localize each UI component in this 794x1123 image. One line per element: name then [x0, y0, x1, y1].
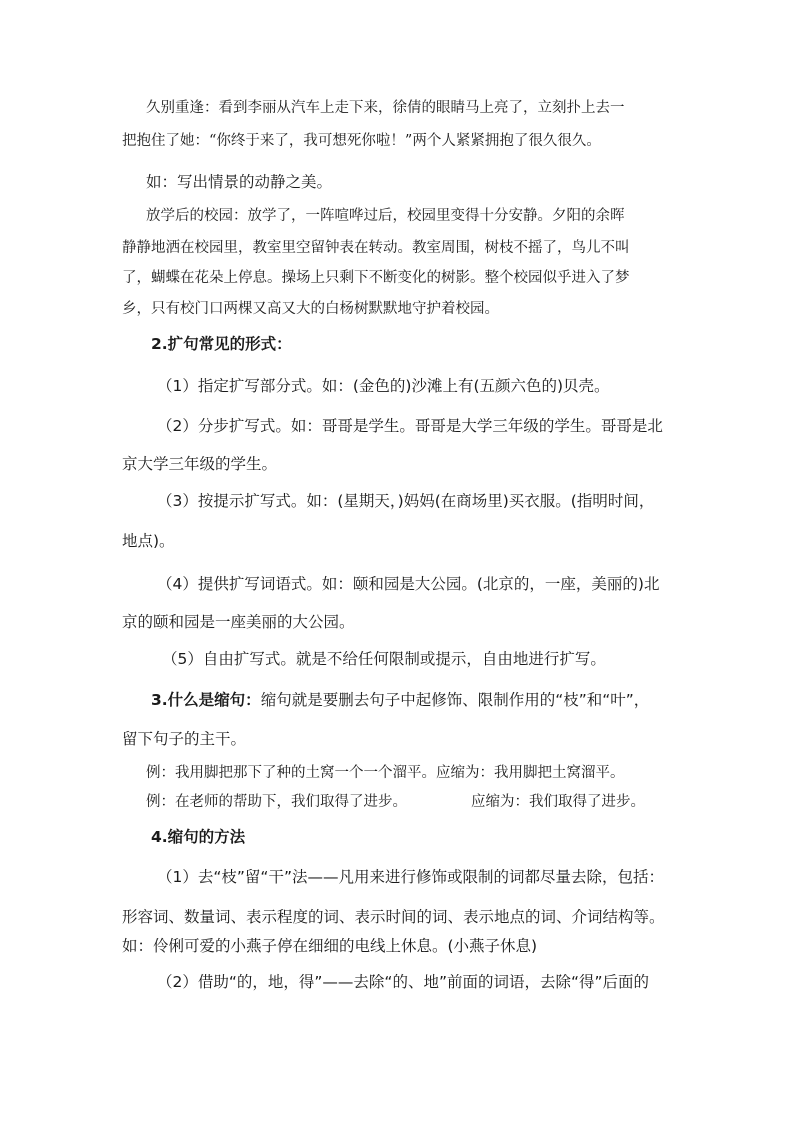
- text-line: 乡，只有校门口两棵又高又大的白杨树默默地守护着校园。: [122, 301, 499, 317]
- text-line: 如：伶俐可爱的小燕子停在细细的电线上休息。(小燕子休息): [122, 937, 538, 955]
- definition-line: [151, 689, 649, 711]
- text-line: （1）去“枝”留“干”法——凡用来进行修饰或限制的词都尽量去除，包括：: [157, 868, 664, 886]
- text-line: （4）提供扩写词语式。如：颐和园是大公园。(北京的，一座，美丽的)北: [157, 575, 660, 593]
- text-line: 形容词、数量词、表示程度的词、表示时间的词、表示地点的词、介词结构等。: [122, 908, 665, 926]
- text-line: 如：写出情景的动静之美。: [146, 173, 333, 191]
- section-heading: 3.什么是缩句：: [151, 691, 261, 709]
- example-line: 例：我用脚把那下了种的土窝一个一个溜平。应缩为：我用脚把土窝溜平。: [146, 765, 625, 781]
- section-heading: 4.缩句的方法: [151, 828, 246, 846]
- text-line: （2）借助“的，地，得”——去除“的、地”前面的词语，去除“得”后面的: [157, 973, 650, 991]
- text-line: 把抱住了她：“你终于来了，我可想死你啦！”两个人紧紧拥抱了很久很久。: [122, 133, 601, 149]
- text-line: 静静地洒在校园里，教室里空留钟表在转动。教室周围，树枝不摇了，鸟儿不叫: [122, 240, 630, 256]
- text-line: 久别重逢：看到李丽从汽车上走下来，徐倩的眼睛马上亮了，立刻扑上去一: [146, 100, 625, 116]
- section-heading: 2.扩句常见的形式：: [151, 335, 292, 353]
- text-fragment: 缩句就是要删去句子中起修饰、限制作用的“枝”和“叶”，: [260, 691, 650, 709]
- text-line: 了，蝴蝶在花朵上停息。操场上只剩下不断变化的树影。整个校园似乎进入了梦: [122, 270, 630, 286]
- example-line: 例：在老师的帮助下，我们取得了进步。: [146, 794, 407, 810]
- text-line: 地点)。: [122, 532, 175, 550]
- text-line: 放学后的校园：放学了，一阵喧哗过后，校园里变得十分安静。夕阳的余晖: [146, 208, 625, 224]
- text-line: 留下句子的主干。: [122, 730, 247, 748]
- text-line: （2）分步扩写式。如：哥哥是学生。哥哥是大学三年级的学生。哥哥是北: [157, 417, 663, 435]
- text-line: （3）按提示扩写式。如：(星期天，)妈妈(在商场里)买衣服。(指明时间，: [157, 492, 655, 510]
- text-line: 京的颐和园是一座美丽的大公园。: [122, 613, 355, 631]
- text-line: （5）自由扩写式。就是不给任何限制或提示，自由地进行扩写。: [162, 650, 606, 668]
- text-line: 京大学三年级的学生。: [122, 455, 278, 473]
- example-answer: 应缩为：我们取得了进步。: [471, 794, 645, 810]
- text-line: （1）指定扩写部分式。如：(金色的)沙滩上有(五颜六色的)贝壳。: [157, 377, 610, 395]
